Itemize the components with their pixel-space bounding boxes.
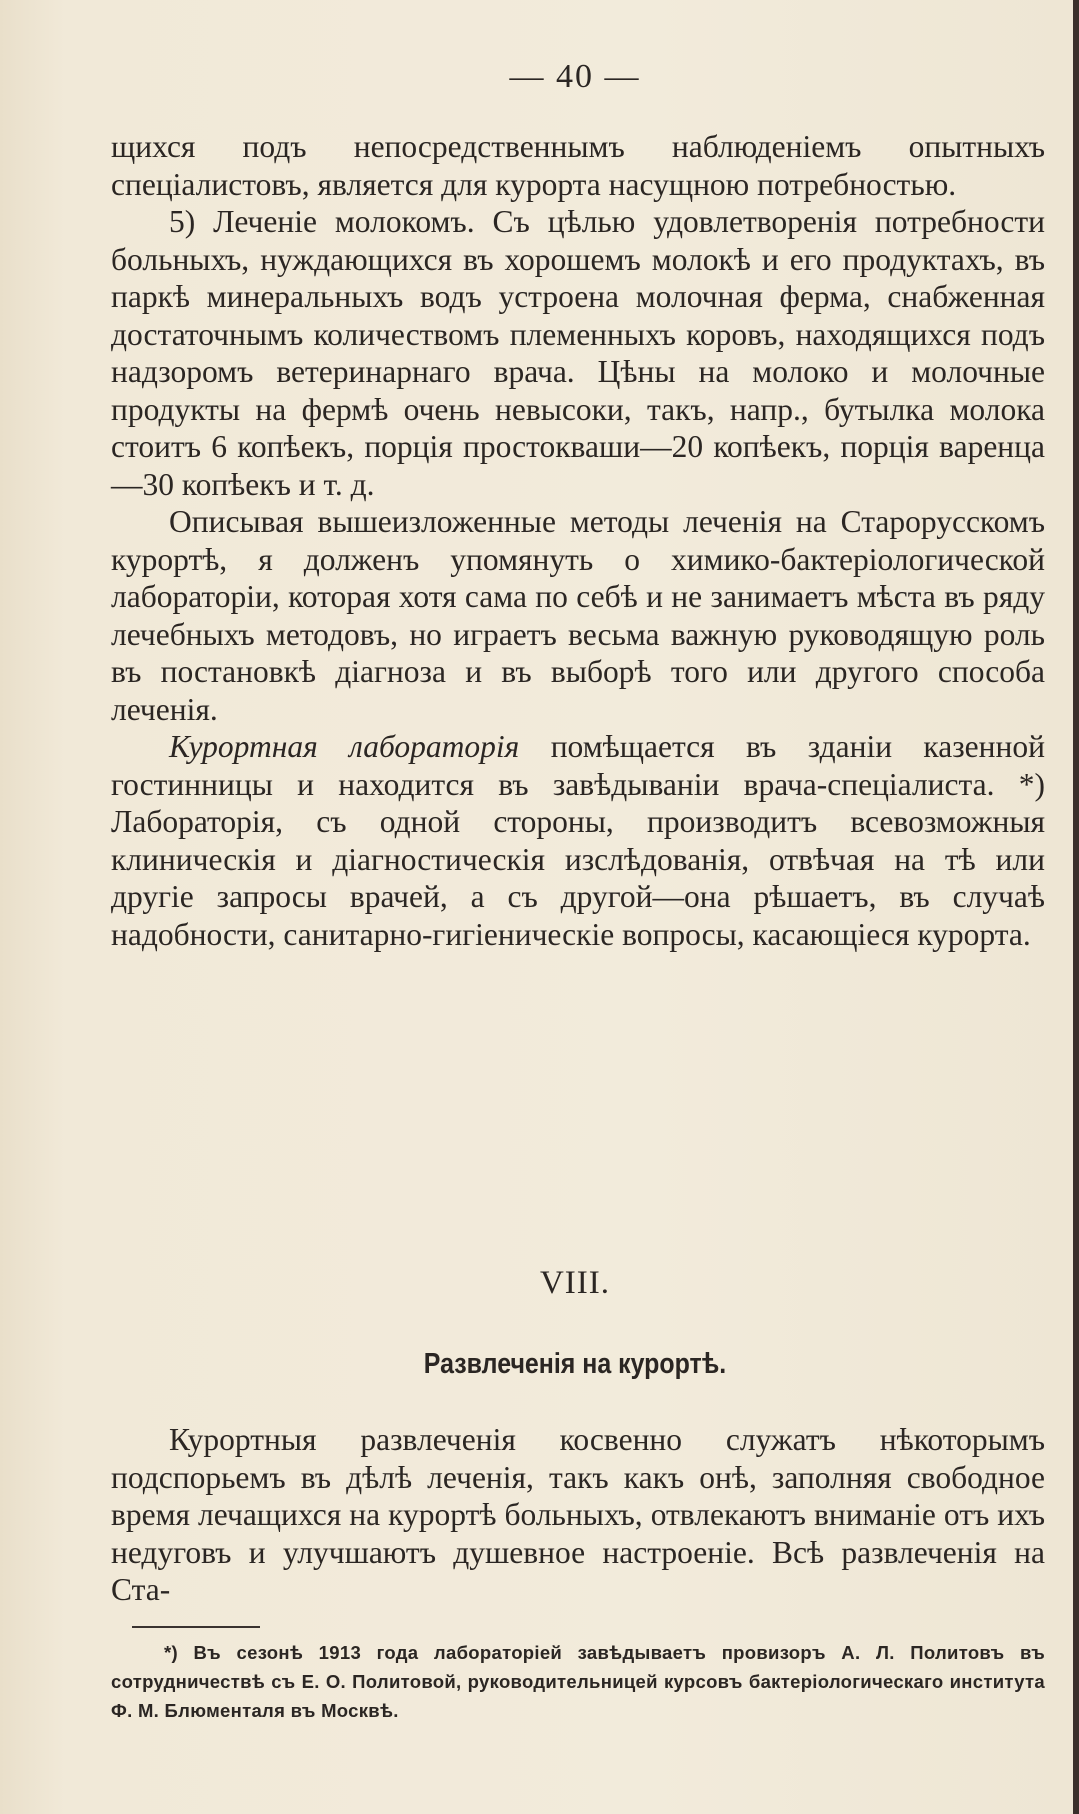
paragraph-resort-laboratory xyxy=(111,728,1045,953)
page-edge-shadow xyxy=(1073,0,1079,1814)
section-title: Развлеченія на курортѣ. xyxy=(423,1348,727,1380)
paragraph-laboratory-body: помѣщается въ зданіи казенной гостинницы и находится въ завѣдываніи врача-спеціалиста. *) Лабораторія, съ одной стороны, производитъ всевозможныя клиническія и діагностическія изслѣдованія, отвѣчая на тѣ или другіе запросы врачей, а съ другой—она рѣшаетъ, въ случаѣ надобности, санитарно-гигіеническіе вопросы, касающіеся курорта. xyxy=(111,729,1045,952)
paragraph-laboratory-intro: Описывая вышеизложенные методы леченія на Старорусскомъ курортѣ, я долженъ упомянуть о химико-бактеріологической лабораторіи, которая хотя сама по себѣ и не занимаетъ мѣста въ ряду лечебныхъ методовъ, но играетъ весьма важную руководящую роль въ постановкѣ діагноза и въ выборѣ того или другого способа леченія. xyxy=(111,504,1045,727)
main-text-top xyxy=(111,128,1045,953)
chapter-numeral: VIII. xyxy=(539,1265,611,1301)
main-text-bottom xyxy=(111,1421,1045,1609)
paragraph-entertainment: Курортныя развлеченія косвенно служатъ нѣкоторымъ подспорьемъ въ дѣлѣ леченія, такъ какъ онѣ, заполняя свободное время лечащихся на курортѣ больныхъ, отвлекаютъ вниманіе отъ ихъ недуговъ и улучшаютъ душевное настроеніе. Всѣ развлеченія на Ста- xyxy=(111,1422,1045,1607)
paragraph-continuation: щихся подъ непосредственнымъ наблюденіемъ опытныхъ спеціалистовъ, является для курорта насущною потребностью. xyxy=(111,129,1045,202)
footnote-text: *) Въ сезонѣ 1913 года лабораторіей завѣдываетъ провизоръ А. Л. Политовъ въ сотрудничествѣ съ Е. О. Политовой, руководительницей курсовъ бактеріологическаго института Ф. М. Блюменталя въ Москвѣ. xyxy=(111,1642,1045,1721)
italic-lead-laboratory: Курортная лабораторія xyxy=(169,729,520,764)
paragraph-milk-treatment: 5) Леченіе молокомъ. Съ цѣлью удовлетворенія потребности больныхъ, нуждающихся въ хорошемъ молокѣ и его продуктахъ, въ паркѣ минеральныхъ водъ устроена молочная ферма, снабженная достаточнымъ количествомъ племенныхъ коровъ, находящихся подъ надзоромъ ветеринарнаго врача. Цѣны на молоко и молочные продукты на фермѣ очень невысоки, такъ, напр., бутылка молока стоитъ 6 копѣекъ, порція простокваши—20 копѣекъ, порція варенца—30 копѣекъ и т. д. xyxy=(111,204,1045,502)
footnote xyxy=(111,1638,1045,1725)
page-number: — 40 — xyxy=(509,58,641,95)
footnote-rule xyxy=(132,1626,260,1628)
